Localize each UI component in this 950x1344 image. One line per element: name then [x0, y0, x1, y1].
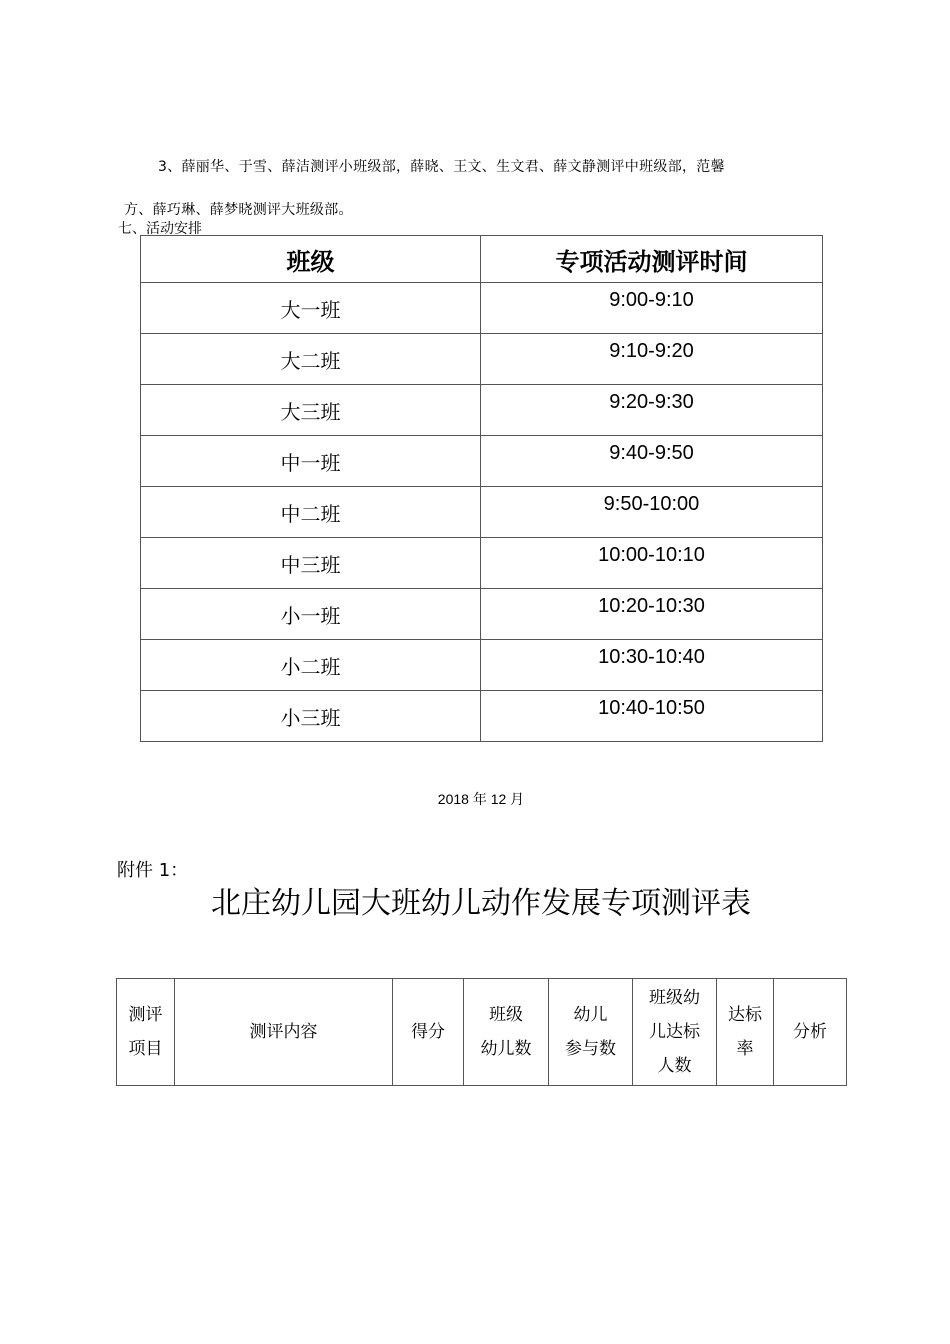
schedule-time-cell: 9:00-9:10	[481, 283, 823, 334]
eval-header-text: 班级幼	[649, 988, 700, 1008]
document-date: 2018 年 12 月	[437, 791, 525, 807]
schedule-time-cell: 9:20-9:30	[481, 385, 823, 436]
schedule-class-cell: 大一班	[141, 283, 481, 334]
section-title: 七、活动安排	[118, 221, 202, 237]
eval-header-text: 班级	[489, 1005, 523, 1025]
schedule-class-cell: 小一班	[141, 589, 481, 640]
schedule-class-cell: 中二班	[141, 487, 481, 538]
eval-header-text: 分析	[793, 1022, 827, 1042]
evaluation-table	[116, 978, 847, 1086]
schedule-header-class: 班级	[141, 236, 481, 283]
eval-header-text: 项目	[128, 1039, 163, 1059]
schedule-time-cell: 9:40-9:50	[481, 436, 823, 487]
schedule-class-cell: 中一班	[141, 436, 481, 487]
eval-header-text: 幼儿数	[480, 1039, 532, 1059]
schedule-header-time: 专项活动测评时间	[481, 236, 823, 283]
annex-label: 附件 1：	[117, 860, 189, 881]
table-row	[141, 640, 823, 691]
eval-header-text: 儿达标	[649, 1022, 700, 1042]
intro-line-2: 方、薛巧琳、薛梦晓测评大班级部。	[124, 202, 353, 218]
intro-line-1: 3、薛丽华、于雪、薛洁测评小班级部，薛晓、王文、生文君、薛文静测评中班级部，范馨	[158, 159, 725, 175]
schedule-time-cell: 9:10-9:20	[481, 334, 823, 385]
eval-header-passed	[633, 979, 717, 1086]
eval-header-text: 达标	[728, 1005, 762, 1025]
schedule-time-cell: 10:20-10:30	[481, 589, 823, 640]
table-row	[141, 283, 823, 334]
eval-header-class-count	[464, 979, 549, 1086]
eval-header-text: 得分	[411, 1022, 445, 1042]
eval-header-rate	[717, 979, 774, 1086]
schedule-header-row	[141, 236, 823, 283]
schedule-time-cell: 10:40-10:50	[481, 691, 823, 742]
eval-header-analysis	[774, 979, 847, 1086]
eval-header-text: 人数	[657, 1056, 692, 1076]
annex-title: 北庄幼儿园大班幼儿动作发展专项测评表	[211, 886, 751, 921]
schedule-time-cell: 9:50-10:00	[481, 487, 823, 538]
eval-header-content	[175, 979, 393, 1086]
eval-header-text: 测评	[128, 1005, 163, 1025]
table-row	[141, 487, 823, 538]
schedule-class-cell: 小三班	[141, 691, 481, 742]
eval-header-score	[393, 979, 464, 1086]
eval-header-item	[117, 979, 175, 1086]
schedule-time-cell: 10:00-10:10	[481, 538, 823, 589]
table-row	[141, 589, 823, 640]
eval-header-text: 幼儿	[573, 1005, 608, 1025]
eval-header-text: 参与数	[565, 1039, 616, 1059]
evaluation-header-row	[117, 979, 847, 1086]
table-row	[141, 436, 823, 487]
eval-header-text: 测评内容	[249, 1022, 318, 1042]
schedule-class-cell: 小二班	[141, 640, 481, 691]
table-row	[141, 334, 823, 385]
eval-header-text: 率	[736, 1039, 754, 1059]
table-row	[141, 538, 823, 589]
schedule-class-cell: 大二班	[141, 334, 481, 385]
table-row	[141, 385, 823, 436]
table-row	[141, 691, 823, 742]
schedule-class-cell: 大三班	[141, 385, 481, 436]
schedule-class-cell: 中三班	[141, 538, 481, 589]
eval-header-participants	[549, 979, 633, 1086]
schedule-time-cell: 10:30-10:40	[481, 640, 823, 691]
schedule-table	[140, 235, 823, 742]
